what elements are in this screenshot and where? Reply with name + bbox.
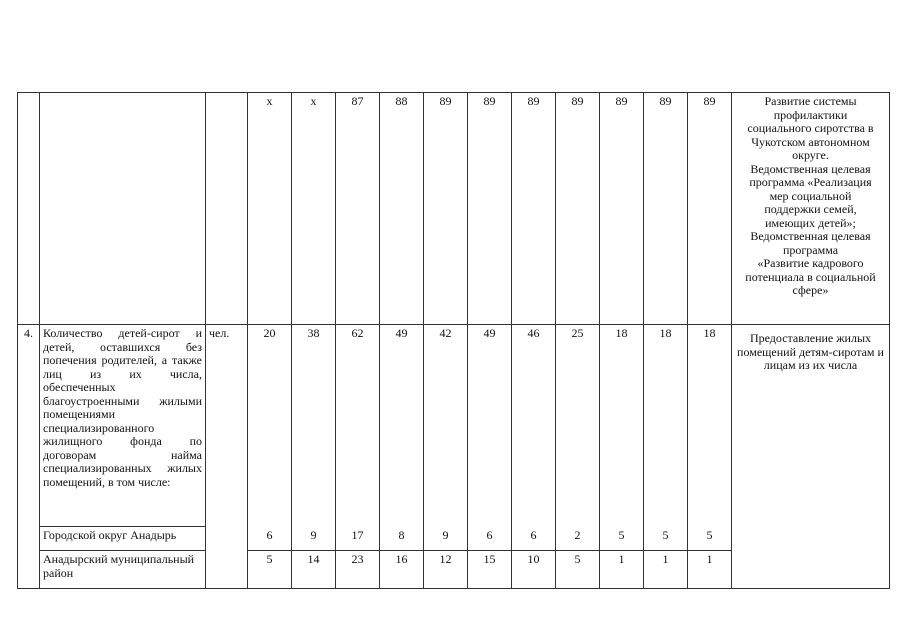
description-line: Развитие системы: [764, 94, 857, 108]
value-cell: 18: [688, 325, 732, 527]
value-cell: 88: [380, 93, 424, 325]
value-cell: 2: [556, 527, 600, 551]
value-cell: 5: [600, 527, 644, 551]
value-cell: 8: [380, 527, 424, 551]
value-cell: 25: [556, 325, 600, 527]
value-cell: x: [248, 93, 292, 325]
description-line: программа: [782, 242, 839, 257]
value-cell: 89: [644, 93, 688, 325]
value-cell: 87: [336, 93, 380, 325]
value-cell: 49: [468, 325, 512, 527]
value-cell: x: [292, 93, 336, 325]
table-row-continuation: [18, 93, 890, 325]
value-cell: 9: [292, 527, 336, 551]
table-row-indicator-4: [18, 325, 890, 527]
value-cell: 5: [556, 551, 600, 589]
value-cell: 6: [468, 527, 512, 551]
value-cell: 89: [688, 93, 732, 325]
value-cell: 89: [468, 93, 512, 325]
value-cell: 89: [556, 93, 600, 325]
value-cell: 5: [644, 527, 688, 551]
description-cell: [732, 93, 890, 325]
value-cell: 5: [248, 551, 292, 589]
value-cell: 89: [424, 93, 468, 325]
description-line: программа «Реализация: [749, 175, 872, 189]
value-cell: 6: [512, 527, 556, 551]
value-cell: 49: [380, 325, 424, 527]
description-line: Ведомственная целевая: [750, 229, 871, 243]
value-cell: 89: [512, 93, 556, 325]
description-line: округе.: [792, 148, 829, 162]
value-cell: 17: [336, 527, 380, 551]
value-cell: 18: [644, 325, 688, 527]
value-cell: 18: [600, 325, 644, 527]
index-cell: [18, 93, 40, 325]
value-cell: 10: [512, 551, 556, 589]
value-cell: 38: [292, 325, 336, 527]
description-line: «Развитие кадрового: [757, 256, 864, 270]
unit-cell: [206, 93, 248, 325]
value-cell: 1: [688, 551, 732, 589]
description-line: профилактики: [773, 107, 848, 122]
value-cell: 15: [468, 551, 512, 589]
description-line: потенциала в социальной: [745, 269, 876, 284]
description-line: Чукотском автономном: [751, 134, 870, 149]
value-cell: 14: [292, 551, 336, 589]
description-line: социального сиротства в: [747, 121, 874, 135]
description-line: Ведомственная целевая: [750, 161, 871, 176]
subregion-name: Анадырский муниципальный район: [40, 551, 206, 589]
value-cell: 9: [424, 527, 468, 551]
value-cell: 89: [600, 93, 644, 325]
value-cell: 6: [248, 527, 292, 551]
description-line: мер социальной: [769, 188, 852, 203]
value-cell: 23: [336, 551, 380, 589]
value-cell: 5: [688, 527, 732, 551]
description-line: поддержки семей,: [764, 202, 857, 216]
unit-cell: чел.: [206, 325, 248, 589]
row-index: 4.: [18, 325, 40, 589]
value-cell: 62: [336, 325, 380, 527]
value-cell: 12: [424, 551, 468, 589]
description-line: сфере»: [792, 283, 829, 297]
description-line: имеющих детей»;: [765, 215, 856, 230]
indicator-name: Количество детей-сирот и детей, оставшихся без попечения родителей, а также лиц из их числа, обеспеченных благоустроенными жилыми помещениями специализированного жилищного фонда по договорам найма специализированных жилых помещений, в том числе:: [40, 325, 206, 527]
value-cell: 1: [644, 551, 688, 589]
description-cell: Предоставление жилых помещений детям-сиротам и лицам из их числа: [732, 325, 890, 589]
value-cell: 1: [600, 551, 644, 589]
value-cell: 46: [512, 325, 556, 527]
indicator-table: [17, 92, 890, 589]
value-cell: 20: [248, 325, 292, 527]
value-cell: 42: [424, 325, 468, 527]
subregion-name: Городской округ Анадырь: [40, 527, 206, 551]
name-cell: [40, 93, 206, 325]
value-cell: 16: [380, 551, 424, 589]
